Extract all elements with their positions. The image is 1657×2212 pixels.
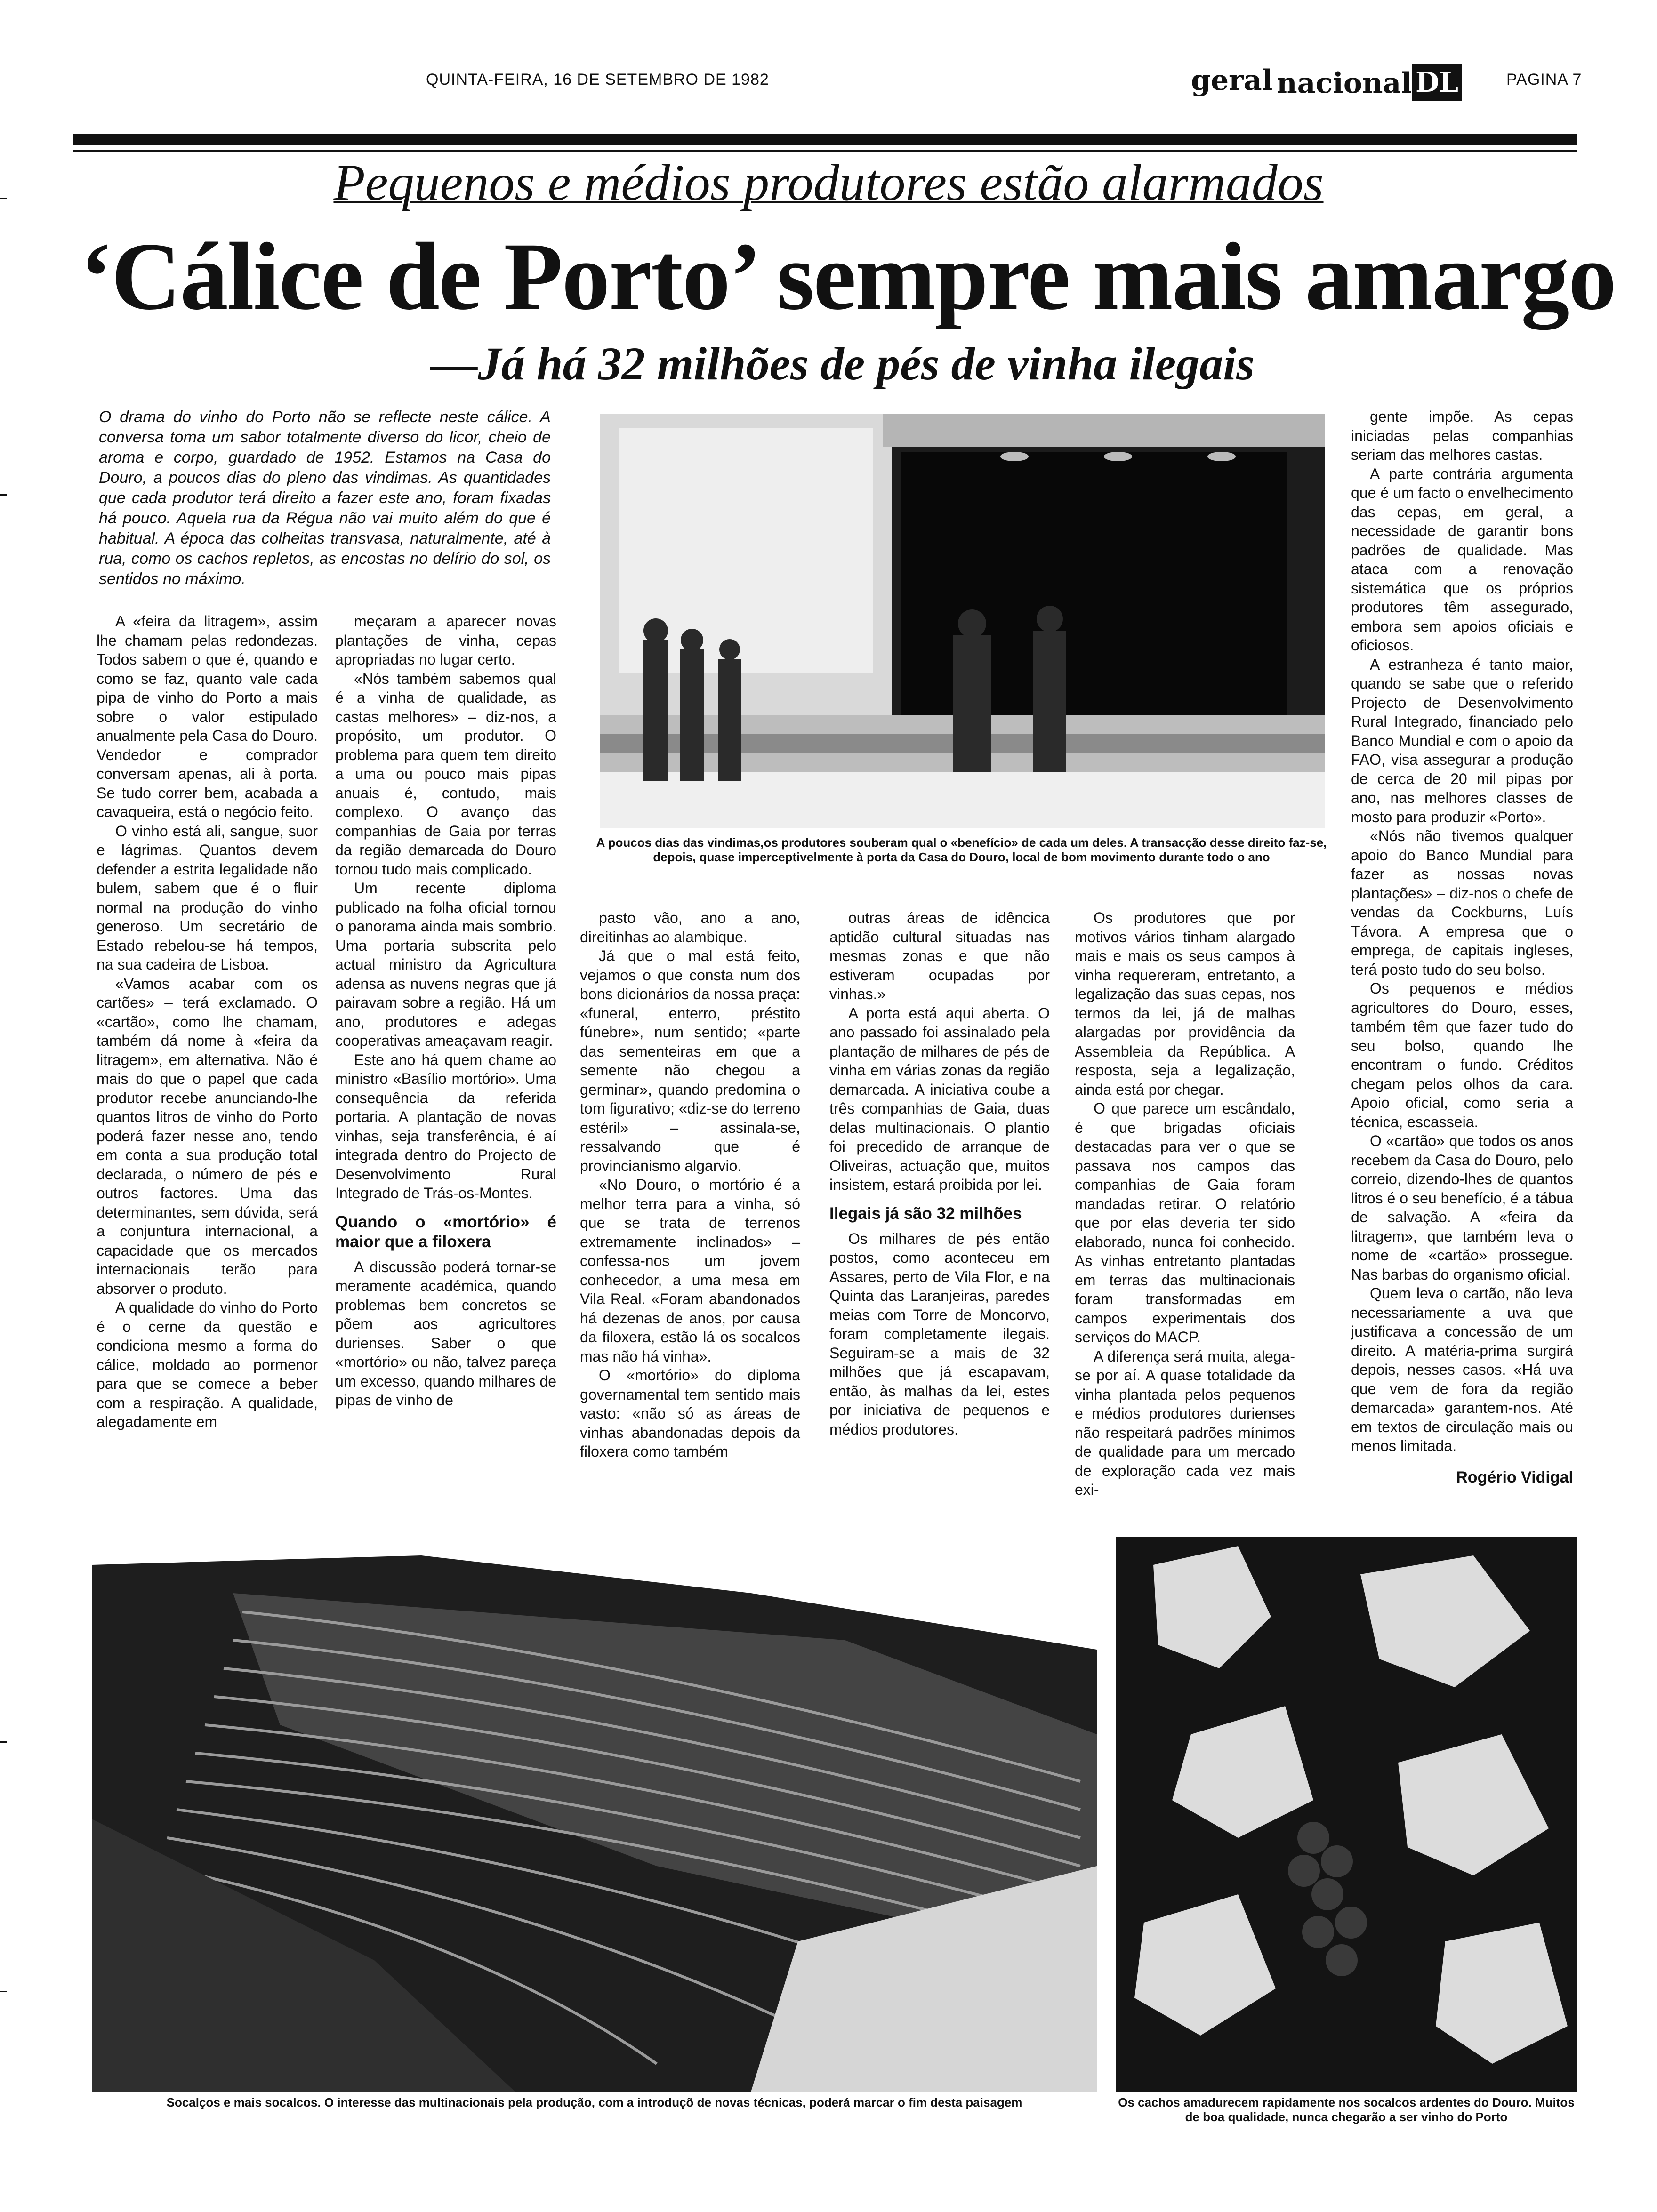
paragraph: Já que o mal está feito, vejamos o que consta num dos bons dicionários da nossa praça: «funeral, enterro, préstito fúnebre», num sentido; «parte das sementeiras em que a semente não chegou a germinar», quando predomina o tom figurativo; «diz-se do terreno estéril» – assinala-se, ressalvando que é provincianismo algarvio. xyxy=(580,947,800,1174)
margin-mark xyxy=(0,1991,7,1992)
paragraph: O «cartão» que todos os anos recebem da Casa do Douro, pelo correio, dizendo-lhes de quantos litros é o seu benefício, é a tábua de salvação. A «feira da litragem», que também leva o nome de «cartão» prossegue. Nas barbas do organismo oficial. xyxy=(1351,1132,1573,1283)
margin-mark xyxy=(0,198,7,199)
header-rule-thick xyxy=(73,134,1577,145)
header-rule-thin xyxy=(73,150,1577,152)
photo-grapes xyxy=(1116,1537,1577,2092)
photo-terraces xyxy=(92,1537,1097,2092)
paragraph: «No Douro, o mortório é a melhor terra para a vinha, só que se trata de terrenos extremamente inclinados» – confessa-nos um jovem conhecedor, a uma mesa em Vila Real. «Foram abandonados há dezenas de anos, por causa da filoxera, estão lá os socalcos mas não há vinha». xyxy=(580,1176,800,1365)
text-column-1 xyxy=(97,612,318,1432)
subheadline: —Já há 32 milhões de pés de vinha ilegais xyxy=(431,337,1255,390)
paragraph: outras áreas de idêncica aptidão cultural situadas nas mesmas zonas e que não estiveram ocupadas por vinhas.» xyxy=(829,909,1050,1002)
paragraph: pasto vão, ano a ano, direitinhas ao alambique. xyxy=(580,909,800,946)
paragraph: A discussão poderá tornar-se meramente académica, quando problemas bem concretos se põem aos agricultores durienses. Saber o que «mortório» ou não, talvez pareça um excesso, quando milhares de pipas de vinho de xyxy=(335,1258,556,1409)
paragraph: gente impõe. As cepas iniciadas pelas companhias seriam das melhores castas. xyxy=(1351,408,1573,463)
photo-caption-3: Os cachos amadurecem rapidamente nos socalcos ardentes do Douro. Muitos de boa qualidade, nunca chegarão a ser vinho do Porto xyxy=(1118,2095,1575,2124)
paragraph: Os pequenos e médios agricultores do Douro, esses, também têm que fazer tudo do seu bolso, quando lhe encontram o fundo. Créditos chegam pelos olhos da cara. Apoio oficial, como seria a técnica, escasseia. xyxy=(1351,980,1573,1130)
paragraph: Este ano há quem chame ao ministro «Basílio mortório». Uma consequência da referida portaria. A plantação de novas vinhas, seja transferência, é aí integrada dentro do Projecto de Desenvolvimento Rural Integrado de Trás-os-Montes. xyxy=(335,1051,556,1202)
text-column-4 xyxy=(829,908,1050,1439)
intertitle-mortorio: Quando o «mortório» é maior que a filoxera xyxy=(335,1212,556,1251)
paragraph: A estranheza é tanto maior, quando se sabe que o referido Projecto de Desenvolvimento Rural Integrado, financiado pelo Banco Mundial e com o apoio da FAO, visa assegurar a produção de cerca de 20 mil pipas por ano, nas melhores classes de mosto para produzir «Porto». xyxy=(1351,656,1573,825)
paragraph: A parte contrária argumenta que é um facto o envelhecimento das cepas, em geral, a necessidade de garantir bons padrões de qualidade. Mas ataca com a renovação sistemática que os próprios produtores têm assegurado, embora sem apoios oficiais e oficiosos. xyxy=(1351,465,1573,654)
photo-terraces-image xyxy=(92,1537,1097,2092)
intertitle-ilegais: Ilegais já são 32 milhões xyxy=(829,1204,1022,1223)
margin-mark xyxy=(0,1741,7,1743)
photo-caption-1: A poucos dias das vindimas,os produtores souberam qual o «benefício» de cada um deles. A transacção desse direito faz-se, depois, quase imperceptivelmente à porta da Casa do Douro, local de bom movimento durante todo o ano xyxy=(596,835,1327,864)
paragraph: Os produtores que por motivos vários tinham alargado mais e mais os seus campos à vinha requereram, entretanto, a legalização das suas cepas, nos termos da lei, já de malhas alargadas por providência da Assembleia da República. A resposta, seja a legalização, ainda está por chegar. xyxy=(1075,909,1295,1098)
margin-mark xyxy=(0,494,7,496)
paragraph: A qualidade do vinho do Porto é o cerne da questão e condiciona mesmo a forma do cálice, moldado ao pormenor para que se comece a beber com a respiração. A qualidade, alegadamente em xyxy=(97,1299,318,1430)
paragraph: «Nós também sabemos qual é a vinha de qualidade, as castas melhores» – diz-nos, a propósito, um produtor. O problema para quem tem direito a uma ou pouco mais pipas anuais é, contudo, mais complexo. O avanço das companhias de Gaia por terras da região demarcada do Douro tornou tudo mais complicado. xyxy=(335,670,556,878)
page-number: PAGINA 7 xyxy=(1506,71,1582,88)
issue-date: QUINTA-FEIRA, 16 DE SETEMBRO DE 1982 xyxy=(426,71,769,88)
photo-casa-do-douro-image xyxy=(600,414,1325,828)
lead-paragraph: O drama do vinho do Porto não se reflecte neste cálice. A conversa toma um sabor totalmente diverso do licor, cheio de aroma e corpo, guardado de 1952. Estamos na Casa do Douro, a poucos dias do pleno das vindimas. As quantidades que cada produtor terá direito a fazer este ano, foram fixadas há pouco. Aquela rua da Régua não vai muito além do que é habitual. A época das colheitas transvasa, naturalmente, até à rua, como os cachos repletos, as encostas no delírio do sol, os sentidos no máximo. xyxy=(99,408,551,588)
paragraph: meçaram a aparecer novas plantações de vinha, cepas apropriadas no lugar certo. xyxy=(335,613,556,668)
text-column-3 xyxy=(580,908,800,1461)
paragraph: «Nós não tivemos qualquer apoio do Banco Mundial para fazer as nossas novas plantações» – diz-nos o chefe de vendas da Cockburns, Luís Távora. A empresa que o emprega, de capitais ingleses, terá posto tudo do seu bolso. xyxy=(1351,827,1573,978)
photo-grapes-image xyxy=(1116,1537,1577,2092)
photo-caption-2: Socalços e mais socalcos. O interesse das multinacionais pela produção, com a introduçõ de novas técnicas, poderá marcar o fim desta paisagem xyxy=(166,2095,1022,2109)
paragraph: Os milhares de pés então postos, como aconteceu em Assares, perto de Vila Flor, e na Quinta das Laranjeiras, paredes meias com Torre de Moncorvo, foram completamente ilegais. Seguiram-se a mais de 32 milhões que já escapavam, então, às malhas da lei, estes por iniciativa de pequenos e médios produtores. xyxy=(829,1230,1050,1438)
section-label-geral: geral xyxy=(1191,64,1273,97)
paragraph: A «feira da litragem», assim lhe chamam pelas redondezas. Todos sabem o que é, quando e como se faz, quanto vale cada pipa de vinho do Porto a mais sobre o valor estipulado anualmente pela Casa do Douro. Vendedor e comprador conversam apenas, ali à porta. Se tudo correr bem, acabada a cavaqueira, está o negócio feito. xyxy=(97,613,318,820)
paragraph: A diferença será muita, alega-se por aí. A quase totalidade da vinha plantada pelos pequenos e médios produtores durienses não respeitará padrões mínimos de qualidade para um mercado de exploração cada vez mais exi- xyxy=(1075,1347,1295,1498)
headline: ‘Cálice de Porto’ sempre mais amargo xyxy=(80,223,1616,330)
paragraph: A porta está aqui aberta. O ano passado foi assinalado pela plantação de milhares de pés de vinha em várias zonas da região demarcada. A iniciativa coube a três companhias de Gaia, duas delas multinacionais. O plantio foi precedido de arranque de Oliveiras, actuação que, muitos insistem, estará proibida por lei. xyxy=(829,1004,1050,1193)
text-column-5 xyxy=(1075,908,1295,1499)
text-column-2 xyxy=(335,612,556,1410)
paragraph: O que parece um escândalo, é que brigadas oficiais destacadas para ver o que se passava nos campos das companhias de Gaia foram mandadas retirar. O relatório que por elas deveria ter sido elaborado, nunca foi conhecido. As vinhas entretanto plantadas em terras das multinacionais foram transformadas em campos experimentais dos serviços do MACP. xyxy=(1075,1100,1295,1346)
newspaper-logo: DL xyxy=(1412,64,1462,101)
byline: Rogério Vidigal xyxy=(1456,1468,1573,1486)
paragraph: Um recente diploma publicado na folha oficial tornou o panorama ainda mais sombrio. Uma portaria subscrita pelo actual ministro da Agricultura adensa as nuvens negras que já pairavam sobre a região. Há um ano, produtores e adegas cooperativas ameaçavam reagir. xyxy=(335,880,556,1049)
text-column-6 xyxy=(1351,407,1573,1487)
paragraph: Quem leva o cartão, não leva necessariamente a uva que justificava a concessão de um direito. A matéria-prima surgirá depois, nesses casos. «Há uva que vem de fora da região demarcada» garantem-nos. Até em textos de circulação mais ou menos limitada. xyxy=(1351,1285,1573,1454)
paragraph: O vinho está ali, sangue, suor e lágrimas. Quantos devem defender a estrita legalidade não bulem, sabem que é o fluir normal na produção do vinho generoso. Um secretário de Estado rebelou-se há tempos, na sua cadeira de Lisboa. xyxy=(97,822,318,973)
photo-casa-do-douro xyxy=(600,414,1325,828)
paragraph: O «mortório» do diploma governamental tem sentido mais vasto: «não só as áreas de vinhas abandonadas depois da filoxera como também xyxy=(580,1367,800,1460)
paragraph: «Vamos acabar com os cartões» – terá exclamado. O «cartão», como lhe chamam, também dá nome à «feira da litragem», em alternativa. Não é mais do que o papel que cada produtor recebe anunciando-lhe quantos litros de vinho do Porto poderá fazer nesse ano, tendo em conta a sua produção total declarada, o número de pés e outros factores. Uma das determinantes, sem dúvida, será a conjuntura internacional, a capacidade que os mercados internacionais terão para absorver o produto. xyxy=(97,975,318,1297)
kicker: Pequenos e médios produtores estão alarmados xyxy=(333,154,1324,211)
section-label-nacional: nacional xyxy=(1277,67,1412,100)
